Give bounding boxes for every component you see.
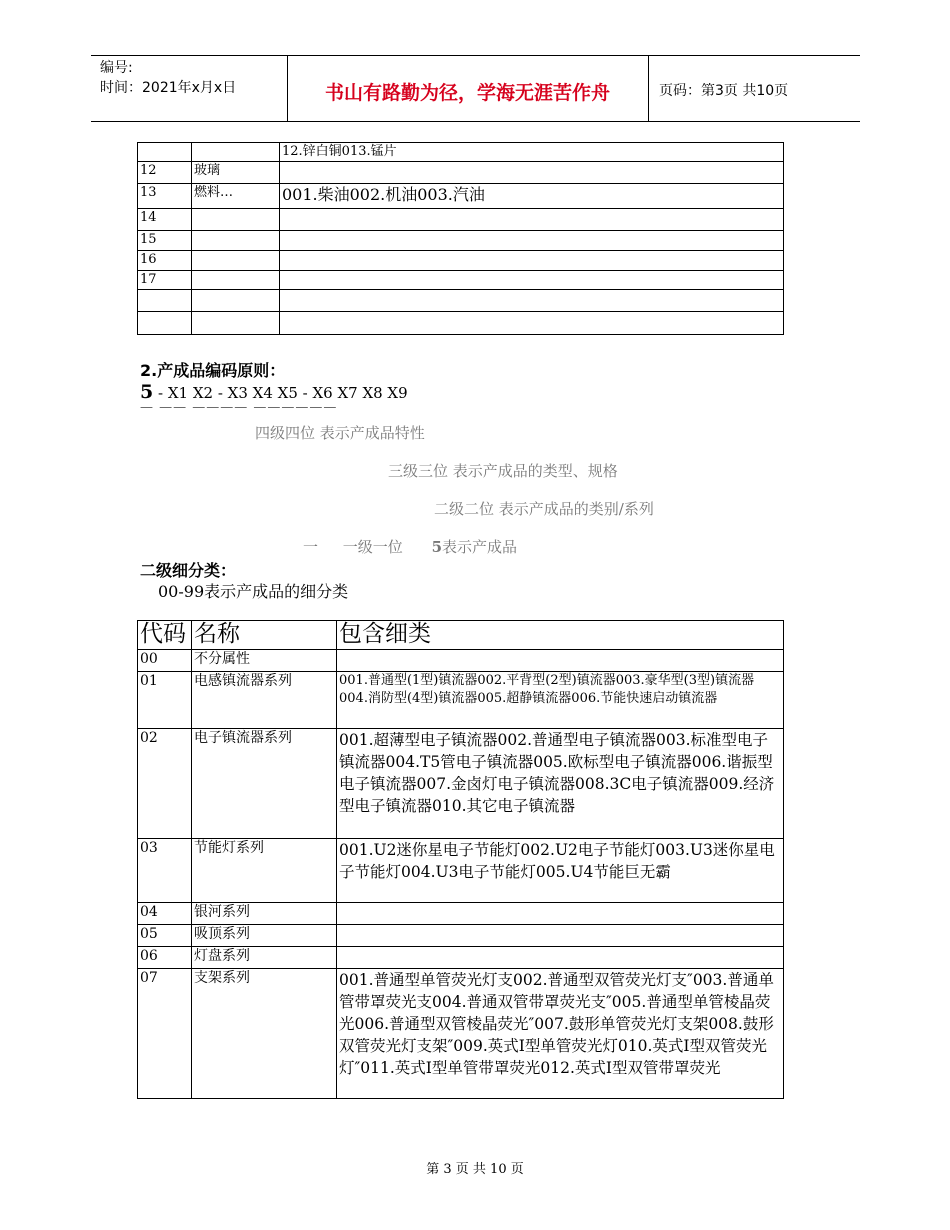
code-cell	[138, 290, 192, 312]
code-cell: 15	[138, 231, 192, 251]
name-cell	[192, 271, 280, 290]
detail-cell	[337, 947, 784, 969]
name-cell: 银河系列	[192, 903, 337, 925]
name-cell: 节能灯系列	[192, 839, 337, 903]
header-motto: 书山有路勤为径，学海无涯苦作舟	[324, 82, 610, 104]
detail-cell	[337, 650, 784, 672]
detail-cell	[280, 231, 784, 251]
name-cell: 燃料…	[192, 184, 280, 209]
level2-note: 二级二位 表示产成品的类别/系列	[434, 500, 654, 518]
table-row	[138, 947, 784, 969]
name-cell: 电感镇流器系列	[192, 672, 337, 729]
code-cell: 02	[138, 729, 192, 839]
detail-cell: 12.锌白铜013.锰片	[280, 143, 784, 162]
time-label: 时间：2021年x月x日	[100, 80, 237, 96]
subclass-subtitle: 00-99表示产成品的细分类	[158, 582, 349, 601]
code-cell: 14	[138, 209, 192, 231]
code-cell: 07	[138, 969, 192, 1099]
level1-desc: 表示产成品	[442, 538, 518, 556]
name-cell	[192, 251, 280, 271]
level1-dash: 一	[303, 538, 319, 556]
detail-cell: 001.U2迷你星电子节能灯002.U2电子节能灯003.U3迷你星电子节能灯004.U3电子节能灯005.U4节能巨无霸	[337, 839, 784, 903]
table-row	[138, 903, 784, 925]
code-cell: 03	[138, 839, 192, 903]
detail-cell	[280, 209, 784, 231]
column-header-code: 代码	[138, 621, 192, 650]
level1-code: 5	[431, 538, 443, 556]
table-row	[138, 162, 784, 184]
header-bottom-rule	[91, 121, 860, 122]
code-cell: 05	[138, 925, 192, 947]
code-cell: 01	[138, 672, 192, 729]
detail-cell	[280, 271, 784, 290]
detail-cell	[280, 162, 784, 184]
name-cell	[192, 312, 280, 335]
code-cell	[138, 143, 192, 162]
table-row	[138, 271, 784, 290]
header-top-rule	[91, 55, 860, 56]
table-row	[138, 231, 784, 251]
formula-underlines: — —— ———— ——————	[140, 400, 338, 415]
code-cell: 06	[138, 947, 192, 969]
level1-note	[303, 536, 517, 557]
materials-table	[137, 142, 784, 335]
formula-lead: 5	[140, 381, 154, 403]
formula-rest: - X1 X2 - X3 X4 X5 - X6 X7 X8 X9	[153, 384, 408, 402]
table-row	[138, 251, 784, 271]
table-row	[138, 969, 784, 1099]
detail-cell: 001.普通型(1型)镇流器002.平背型(2型)镇流器003.豪华型(3型)镇流器004.消防型(4型)镇流器005.超静镇流器006.节能快速启动镇流器	[337, 672, 784, 729]
detail-cell	[337, 903, 784, 925]
column-header-details: 包含细类	[337, 621, 784, 650]
name-cell: 吸顶系列	[192, 925, 337, 947]
detail-cell	[280, 312, 784, 335]
name-cell: 电子镇流器系列	[192, 729, 337, 839]
page-footer: 第 3 页 共 10 页	[426, 1162, 524, 1177]
detail-cell	[337, 925, 784, 947]
code-cell: 16	[138, 251, 192, 271]
code-cell	[138, 312, 192, 335]
table-row	[138, 650, 784, 672]
table-row	[138, 312, 784, 335]
detail-cell: 001.超薄型电子镇流器002.普通型电子镇流器003.标准型电子镇流器004.T5管电子镇流器005.欧标型电子镇流器006.谐振型电子镇流器007.金卤灯电子镇流器008.3C电子镇流器009.经济型电子镇流器010.其它电子镇流器	[337, 729, 784, 839]
name-cell	[192, 290, 280, 312]
name-cell: 灯盘系列	[192, 947, 337, 969]
name-cell	[192, 231, 280, 251]
subclass-table	[137, 620, 784, 1099]
code-cell: 04	[138, 903, 192, 925]
serial-label: 编号:	[100, 60, 133, 76]
table-row	[138, 143, 784, 162]
detail-cell: 001.普通型单管荧光灯支002.普通型双管荧光灯支″003.普通单管带罩荧光支004.普通双管带罩荧光支″005.普通型单管棱晶荧光006.普通型双管棱晶荧光″007.鼓形单管荧光灯支架008.鼓形双管荧光灯支架″009.英式Ⅰ型单管荧光灯010.英式Ⅰ型双管荧光灯″011.英式Ⅰ型单管带罩荧光012.英式Ⅰ型双管带罩荧光	[337, 969, 784, 1099]
encoding-principle-title: 2.产成品编码原则：	[140, 361, 286, 380]
code-cell: 00	[138, 650, 192, 672]
level1-label: 一级一位	[342, 538, 403, 556]
table-row	[138, 290, 784, 312]
header-page-info: 页码：第3页 共10页	[659, 83, 789, 99]
header-meta	[100, 58, 236, 98]
table-row	[138, 839, 784, 903]
table-row	[138, 729, 784, 839]
table-row	[138, 184, 784, 209]
name-cell	[192, 209, 280, 231]
name-cell: 不分属性	[192, 650, 337, 672]
level3-note: 三级三位 表示产成品的类型、规格	[388, 462, 618, 480]
table-row	[138, 672, 784, 729]
name-cell: 玻璃	[192, 162, 280, 184]
table-row	[138, 209, 784, 231]
detail-cell: 001.柴油002.机油003.汽油	[280, 184, 784, 209]
table-row	[138, 925, 784, 947]
name-cell: 支架系列	[192, 969, 337, 1099]
table-header-row	[138, 621, 784, 650]
name-cell	[192, 143, 280, 162]
column-header-name: 名称	[192, 621, 337, 650]
code-cell: 12	[138, 162, 192, 184]
level4-note: 四级四位 表示产成品特性	[255, 424, 425, 442]
detail-cell	[280, 290, 784, 312]
detail-cell	[280, 251, 784, 271]
header-divider-right	[648, 56, 649, 121]
subclass-title: 二级细分类：	[140, 561, 237, 580]
code-cell: 13	[138, 184, 192, 209]
code-cell: 17	[138, 271, 192, 290]
